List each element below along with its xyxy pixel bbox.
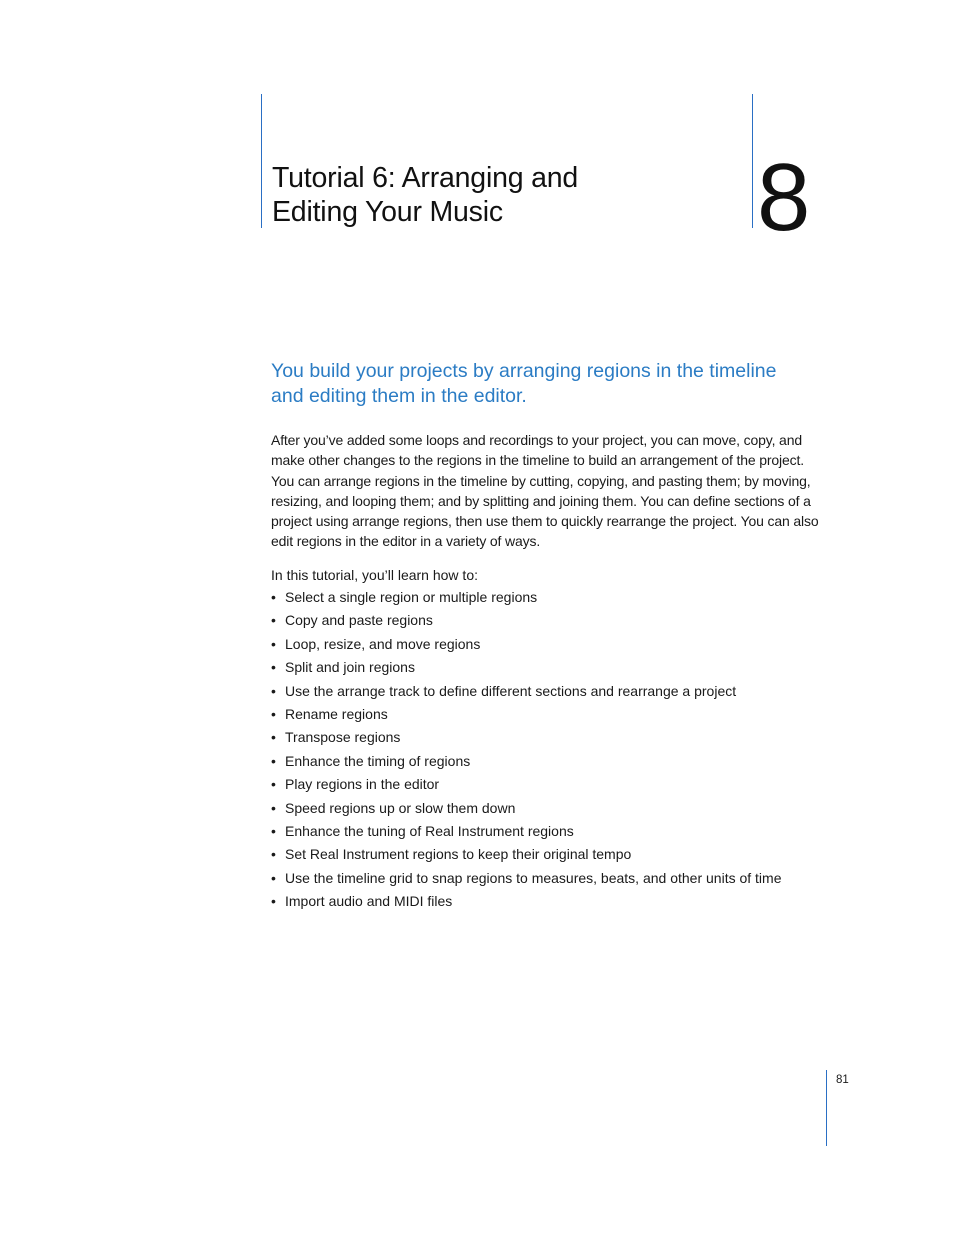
list-item: • Enhance the timing of regions [271, 750, 831, 773]
list-item: • Speed regions up or slow them down [271, 797, 831, 820]
bullet-icon: • [271, 893, 276, 910]
chapter-number: 8 [757, 144, 811, 251]
list-item: • Enhance the tuning of Real Instrument regions [271, 820, 831, 843]
list-item: • Use the arrange track to define different sections and rearrange a project [271, 680, 831, 703]
list-item: • Split and join regions [271, 656, 831, 679]
list-item: • Rename regions [271, 703, 831, 726]
list-item: • Loop, resize, and move regions [271, 633, 831, 656]
list-item: • Transpose regions [271, 726, 831, 749]
bullet-icon: • [271, 659, 276, 676]
list-item: • Import audio and MIDI files [271, 890, 831, 913]
bullet-icon: • [271, 682, 276, 699]
title-rule [261, 94, 262, 228]
bullet-icon: • [271, 752, 276, 769]
list-item: • Copy and paste regions [271, 609, 831, 632]
list-item: • Select a single region or multiple regions [271, 586, 831, 609]
chapter-intro: You build your projects by arranging regions in the timeline and editing them in the editor. [271, 360, 777, 407]
chapter-number-rule [752, 94, 753, 228]
learning-objectives-list [271, 586, 831, 913]
learn-intro: In this tutorial, you’ll learn how to: [271, 567, 478, 583]
chapter-title-line-1: Tutorial 6: Arranging and [272, 162, 579, 194]
list-item: • Set Real Instrument regions to keep their original tempo [271, 843, 831, 866]
page-number-rule [826, 1070, 827, 1146]
list-item: • Use the timeline grid to snap regions to measures, beats, and other units of time [271, 867, 831, 890]
bullet-icon: • [271, 635, 276, 652]
bullet-icon: • [271, 846, 276, 863]
bullet-icon: • [271, 612, 276, 629]
body-paragraph: After you’ve added some loops and recordings to your project, you can move, copy, and make other changes to the regions in the timeline to build an arrangement of the project. You can arrange regions in the timeline by cutting, copying, and pasting them; by moving, resizing, and looping them; and by splitting and joining them. You can define sections of a project using arrange regions, then use them to quickly rearrange the project. You can also edit regions in the editor in a variety of ways. [271, 432, 819, 550]
page-number: 81 [836, 1074, 849, 1086]
list-item: • Play regions in the editor [271, 773, 831, 796]
chapter-title-line-2: Editing Your Music [272, 196, 503, 228]
bullet-icon: • [271, 869, 276, 886]
bullet-icon: • [271, 799, 276, 816]
bullet-icon: • [271, 822, 276, 839]
chapter-title [272, 161, 732, 229]
bullet-icon: • [271, 589, 276, 605]
bullet-icon: • [271, 705, 276, 722]
bullet-icon: • [271, 729, 276, 746]
bullet-icon: • [271, 776, 276, 793]
